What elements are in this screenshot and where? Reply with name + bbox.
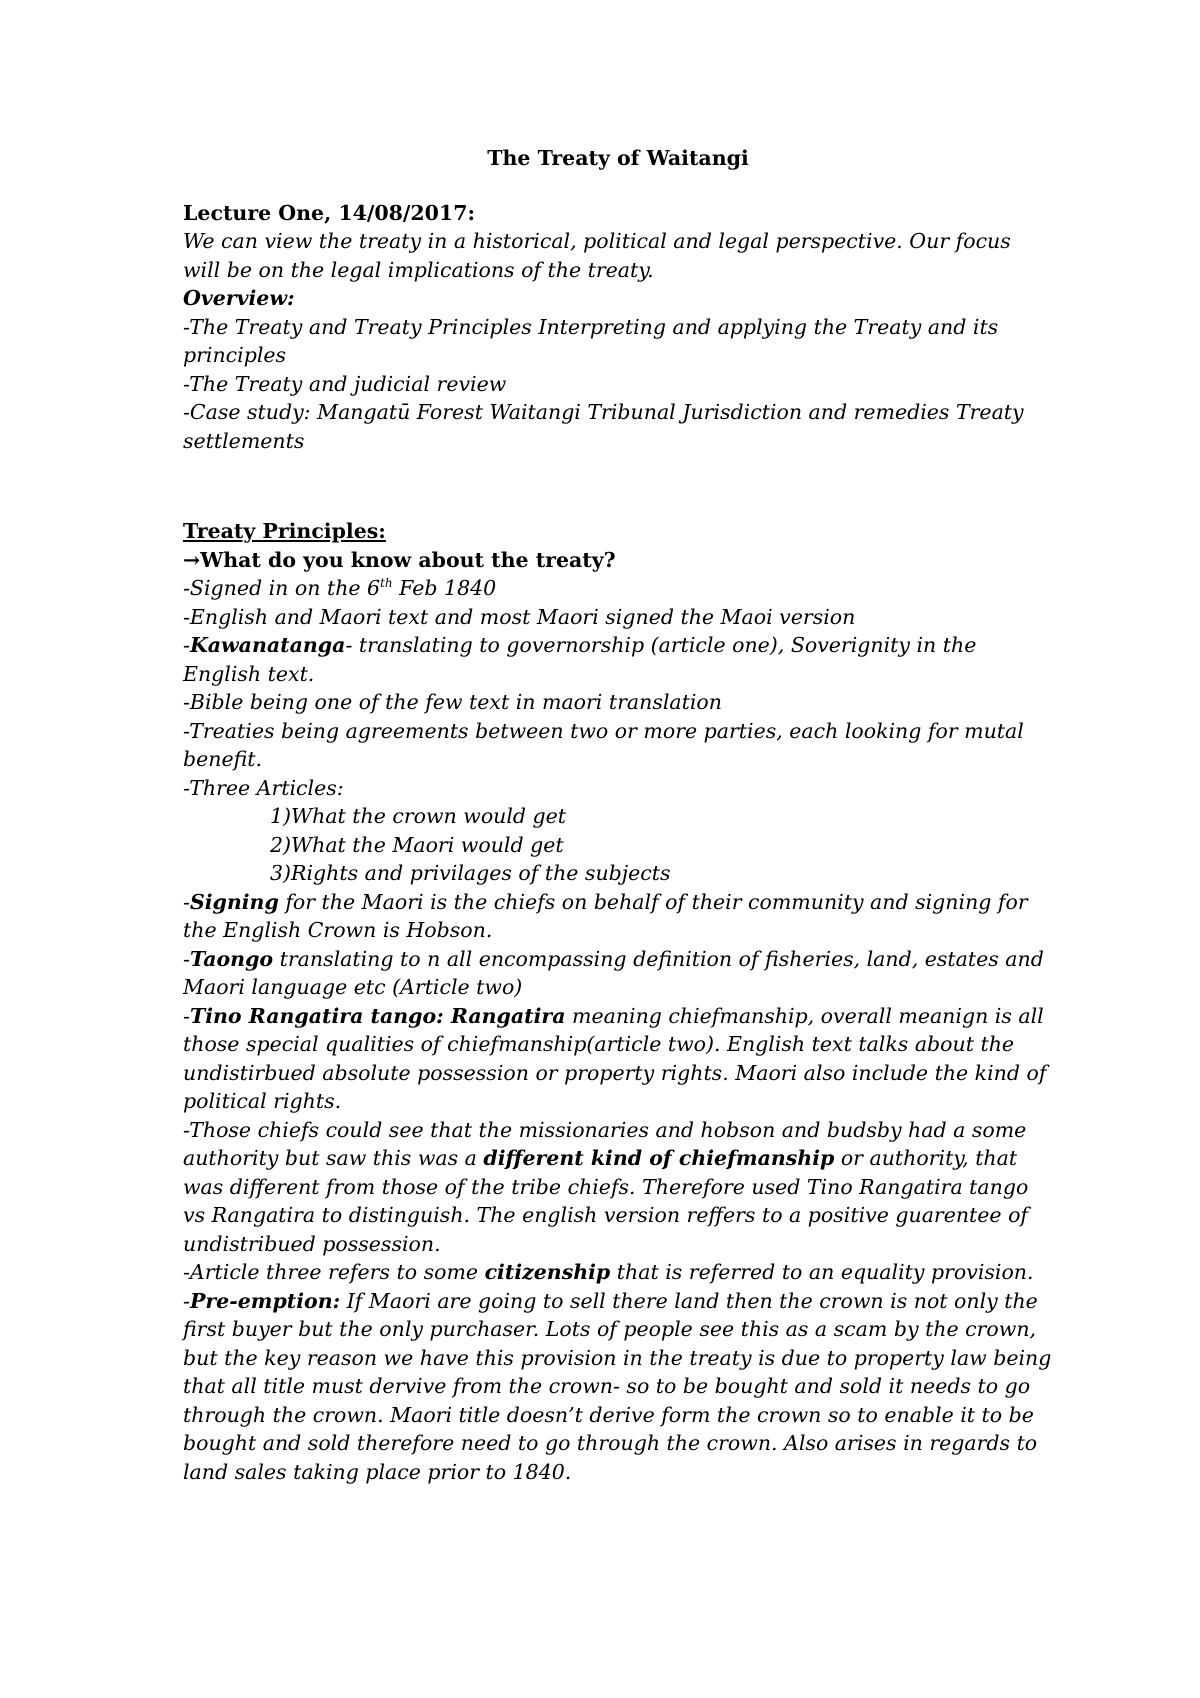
bible-line: -Bible being one of the few text in maori translation [183, 690, 722, 714]
article-three-text: -Article three refers to some [183, 1260, 485, 1284]
document-body [183, 144, 1053, 1486]
right-arrow-icon: → [183, 547, 201, 572]
citizenship-term: citizenship [484, 1260, 611, 1284]
pre-emption-text: If Maori are going to sell there land then the crown is not only the first buyer but the only purchaser. Lots of people see this as a scam by the crown, but the key reason we have this provision in the treaty is due to property law being that all title must dervive from the crown- so to be bought and sold it needs to go through the crown. Maori title doesn’t derive form the crown so to enable it to be bought and sold therefore need to go through the crown. Also arises in regards to land sales taking place prior to 1840. [183, 1288, 1052, 1484]
overview-item: -Case study: Mangatū Forest Waitangi Tribunal Jurisdiction and remedies Treaty settlements [183, 400, 1024, 453]
question-line [183, 546, 1053, 575]
kawanatanga-term: Kawanatanga [189, 633, 346, 657]
section-spacer [183, 455, 1053, 517]
signed-date: Feb 1840 [392, 576, 497, 600]
chiefs-text: -Those chiefs could see that the missionaries and hobson and budsby had a some authority but saw this was a [183, 1117, 1027, 1170]
tino-rangatira-line [183, 1002, 1053, 1116]
dash: - [183, 946, 190, 971]
tino-rangatira-term: Tino Rangatira tango: Rangatira [189, 1003, 566, 1028]
document-title: The Treaty of Waitangi [487, 146, 749, 170]
question-text: What do you know about the treaty? [200, 547, 616, 572]
overview-heading: Overview: [183, 286, 295, 310]
kawanatanga-text: - translating to governorship (article one), Soverignity in the English text. [183, 633, 977, 686]
treaty-principles-heading: Treaty Principles: [183, 519, 386, 543]
signed-line [183, 574, 1053, 603]
pre-emption-term: Pre-emption: [189, 1288, 341, 1313]
dash: - [183, 633, 190, 657]
overview-item: -The Treaty and judicial review [183, 371, 507, 396]
overview-item: -The Treaty and Treaty Principles Interpreting and applying the Treaty and its principles [183, 314, 999, 367]
article-item: 2)What the Maori would get [270, 832, 564, 857]
pre-emption-line [183, 1287, 1053, 1487]
article-three-text-continued: that is referred to an equality provision. [610, 1260, 1034, 1284]
taongo-term: Taongo [189, 946, 274, 971]
lecture-heading: Lecture One, 14/08/2017: [183, 200, 476, 225]
english-maori-line: -English and Maori text and most Maori signed the Maoi version [183, 604, 856, 629]
three-articles-line: -Three Articles: [183, 775, 344, 800]
signed-superscript: th [380, 576, 393, 591]
chiefmanship-term: different kind of chiefmanship [483, 1146, 835, 1170]
dash: - [183, 1288, 190, 1313]
dash: - [183, 1003, 190, 1028]
article-item: 1)What the crown would get [270, 804, 567, 828]
treaties-line: -Treaties being agreements between two or more parties, each looking for mutal benefit. [183, 718, 1024, 771]
taongo-text: translating to n all encompassing definition of fisheries, land, estates and Maori language etc (Article two) [183, 946, 1044, 999]
signing-term: Signing [189, 889, 279, 914]
tino-rangatira-text: meaning chiefmanship, overall meanign is all those special qualities of chiefmanship(article two). English text talks about the undistirbued absolute possession or property rights. Maori also include the kind of political rights. [183, 1003, 1047, 1113]
taongo-line [183, 945, 1053, 1002]
signed-text: -Signed in on the 6 [183, 576, 381, 600]
signing-text: for the Maori is the chiefs on behalf of their community and signing for the English Crown is Hobson. [183, 889, 1028, 942]
signing-line [183, 888, 1053, 945]
intro-paragraph: We can view the treaty in a historical, political and legal perspective. Our focus will be on the legal implications of the treaty. [183, 229, 1011, 282]
article-three-line [183, 1258, 1053, 1287]
kawanatanga-line [183, 631, 1053, 688]
chiefs-text-continued: or authority, that was different from those of the tribe chiefs. Therefore used Tino Rangatira tango vs Rangatira to distinguish. The english version reffers to a positive guarentee of undistribued possession. [183, 1146, 1029, 1256]
article-item: 3)Rights and privilages of the subjects [270, 861, 671, 885]
dash: - [183, 889, 190, 914]
chiefs-line [183, 1116, 1053, 1259]
